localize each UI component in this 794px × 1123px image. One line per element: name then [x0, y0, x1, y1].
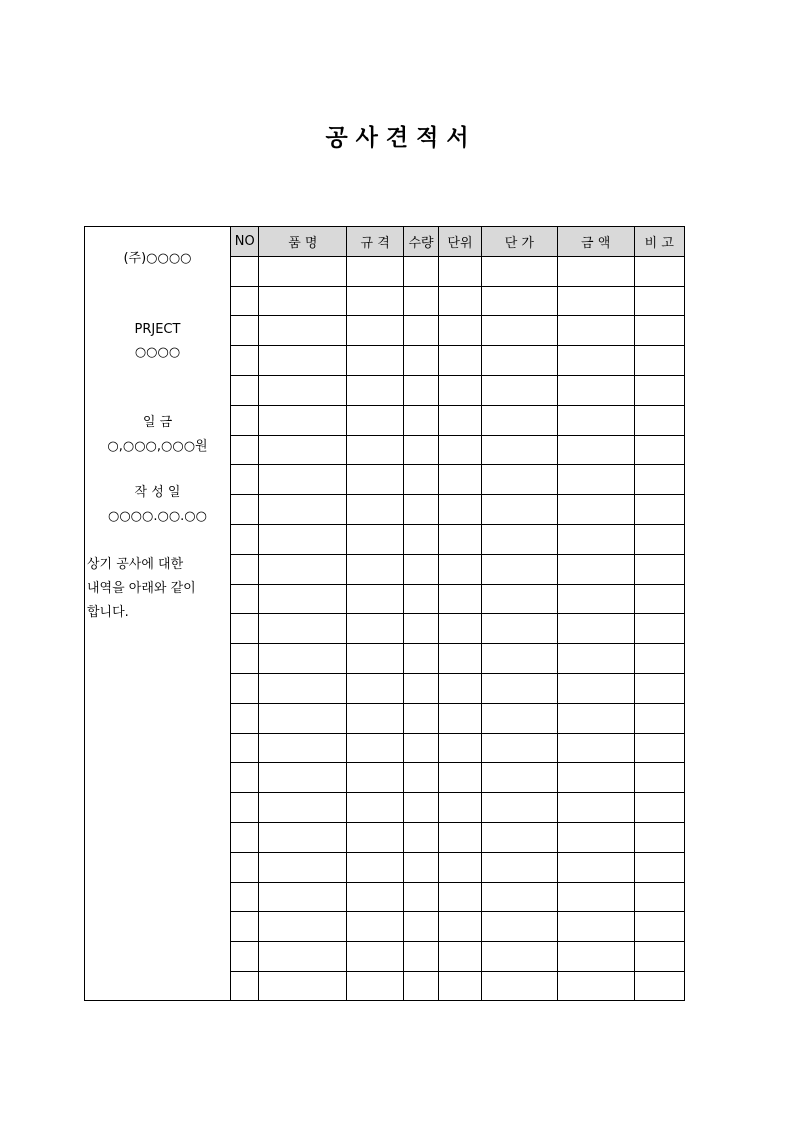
table-cell[interactable] [439, 822, 482, 852]
table-cell[interactable] [557, 971, 634, 1000]
table-cell[interactable] [231, 822, 259, 852]
table-cell[interactable] [231, 673, 259, 703]
header-spec: 규 격 [347, 227, 404, 256]
table-cell[interactable] [481, 554, 557, 584]
table-cell[interactable] [404, 584, 439, 614]
table-cell[interactable] [557, 822, 634, 852]
table-cell[interactable] [404, 644, 439, 674]
project-name: ○○○○ [134, 345, 181, 360]
table-row [231, 256, 684, 286]
table-cell[interactable] [347, 375, 404, 405]
table-cell[interactable] [439, 942, 482, 972]
table-cell[interactable] [259, 465, 347, 495]
table-cell[interactable] [439, 346, 482, 376]
estimate-sheet [84, 226, 685, 1001]
header-amount: 금 액 [557, 227, 634, 256]
table-cell[interactable] [347, 435, 404, 465]
estimate-items-table [231, 227, 684, 1001]
table-cell[interactable] [259, 614, 347, 644]
table-cell[interactable] [557, 375, 634, 405]
table-cell[interactable] [404, 822, 439, 852]
table-cell[interactable] [634, 554, 684, 584]
header-remarks: 비 고 [634, 227, 684, 256]
table-cell[interactable] [634, 822, 684, 852]
table-cell[interactable] [634, 673, 684, 703]
table-cell[interactable] [347, 822, 404, 852]
header-quantity: 수량 [404, 227, 439, 256]
table-cell[interactable] [404, 405, 439, 435]
table-cell[interactable] [231, 882, 259, 912]
table-cell[interactable] [557, 852, 634, 882]
table-cell[interactable] [557, 584, 634, 614]
table-cell[interactable] [347, 584, 404, 614]
estimate-note: 상기 공사에 대한 내역을 아래와 같이 합니다. [87, 557, 196, 620]
table-cell[interactable] [557, 256, 634, 286]
table-cell[interactable] [231, 524, 259, 554]
table-cell[interactable] [481, 435, 557, 465]
table-cell[interactable] [439, 644, 482, 674]
table-cell[interactable] [634, 435, 684, 465]
table-cell[interactable] [347, 316, 404, 346]
table-cell[interactable] [634, 316, 684, 346]
table-cell[interactable] [404, 942, 439, 972]
table-cell[interactable] [259, 673, 347, 703]
table-cell[interactable] [481, 793, 557, 823]
table-row [231, 703, 684, 733]
table-row [231, 882, 684, 912]
amount-value: ○,○○○,○○○원 [107, 439, 208, 454]
table-cell[interactable] [557, 673, 634, 703]
table-cell[interactable] [481, 524, 557, 554]
table-cell[interactable] [231, 912, 259, 942]
table-cell[interactable] [404, 793, 439, 823]
table-cell[interactable] [634, 912, 684, 942]
table-cell[interactable] [231, 584, 259, 614]
table-cell[interactable] [347, 405, 404, 435]
table-cell[interactable] [347, 256, 404, 286]
table-cell[interactable] [557, 942, 634, 972]
table-row [231, 435, 684, 465]
table-cell[interactable] [347, 673, 404, 703]
table-cell[interactable] [404, 286, 439, 316]
header-item-name: 품 명 [259, 227, 347, 256]
table-cell[interactable] [481, 316, 557, 346]
table-cell[interactable] [259, 435, 347, 465]
table-cell[interactable] [634, 524, 684, 554]
table-cell[interactable] [439, 465, 482, 495]
table-row [231, 465, 684, 495]
table-cell[interactable] [404, 733, 439, 763]
table-cell[interactable] [347, 733, 404, 763]
header-unit: 단위 [439, 227, 482, 256]
table-cell[interactable] [557, 405, 634, 435]
table-cell[interactable] [259, 793, 347, 823]
table-row [231, 524, 684, 554]
table-cell[interactable] [347, 286, 404, 316]
table-cell[interactable] [557, 435, 634, 465]
table-cell[interactable] [634, 614, 684, 644]
table-cell[interactable] [259, 971, 347, 1000]
table-cell[interactable] [347, 614, 404, 644]
table-row [231, 822, 684, 852]
table-cell[interactable] [481, 912, 557, 942]
table-row [231, 971, 684, 1000]
table-row [231, 584, 684, 614]
table-cell[interactable] [347, 465, 404, 495]
table-cell[interactable] [231, 405, 259, 435]
table-cell[interactable] [634, 852, 684, 882]
table-cell[interactable] [557, 465, 634, 495]
table-row [231, 673, 684, 703]
table-cell[interactable] [439, 554, 482, 584]
table-cell[interactable] [231, 852, 259, 882]
table-cell[interactable] [481, 614, 557, 644]
table-cell[interactable] [439, 495, 482, 525]
table-cell[interactable] [347, 524, 404, 554]
table-row [231, 405, 684, 435]
table-cell[interactable] [557, 644, 634, 674]
table-cell[interactable] [404, 971, 439, 1000]
table-cell[interactable] [231, 703, 259, 733]
table-row [231, 346, 684, 376]
table-cell[interactable] [404, 256, 439, 286]
table-cell[interactable] [439, 405, 482, 435]
table-cell[interactable] [347, 554, 404, 584]
table-cell[interactable] [231, 465, 259, 495]
table-cell[interactable] [439, 852, 482, 882]
table-row [231, 614, 684, 644]
table-cell[interactable] [634, 942, 684, 972]
table-header-row [231, 227, 684, 256]
document-title: 공 사 견 적 서 [325, 124, 469, 151]
table-row [231, 793, 684, 823]
table-cell[interactable] [481, 286, 557, 316]
table-cell[interactable] [259, 316, 347, 346]
company-name: (주)○○○○ [123, 251, 192, 266]
table-row [231, 912, 684, 942]
table-cell[interactable] [404, 554, 439, 584]
table-cell[interactable] [481, 375, 557, 405]
table-cell[interactable] [259, 882, 347, 912]
table-cell[interactable] [404, 375, 439, 405]
table-cell[interactable] [634, 286, 684, 316]
table-row [231, 375, 684, 405]
table-cell[interactable] [481, 256, 557, 286]
table-cell[interactable] [634, 584, 684, 614]
table-cell[interactable] [404, 673, 439, 703]
table-cell[interactable] [259, 912, 347, 942]
table-cell[interactable] [481, 703, 557, 733]
table-cell[interactable] [439, 435, 482, 465]
table-row [231, 942, 684, 972]
table-cell[interactable] [439, 286, 482, 316]
table-cell[interactable] [404, 465, 439, 495]
table-cell[interactable] [259, 346, 347, 376]
table-cell[interactable] [439, 971, 482, 1000]
table-cell[interactable] [231, 644, 259, 674]
table-row [231, 852, 684, 882]
table-cell[interactable] [557, 733, 634, 763]
table-cell[interactable] [481, 644, 557, 674]
table-cell[interactable] [404, 614, 439, 644]
table-cell[interactable] [439, 584, 482, 614]
table-cell[interactable] [259, 852, 347, 882]
table-cell[interactable] [481, 733, 557, 763]
table-row [231, 316, 684, 346]
table-cell[interactable] [439, 673, 482, 703]
table-cell[interactable] [347, 882, 404, 912]
table-cell[interactable] [481, 346, 557, 376]
table-cell[interactable] [347, 703, 404, 733]
project-label: PRJECT [134, 322, 181, 337]
table-cell[interactable] [347, 495, 404, 525]
table-cell[interactable] [231, 793, 259, 823]
table-cell[interactable] [404, 346, 439, 376]
table-cell[interactable] [439, 912, 482, 942]
table-cell[interactable] [634, 346, 684, 376]
table-cell[interactable] [231, 316, 259, 346]
table-cell[interactable] [347, 346, 404, 376]
table-cell[interactable] [404, 316, 439, 346]
table-cell[interactable] [439, 793, 482, 823]
table-cell[interactable] [557, 912, 634, 942]
date-label: 작 성 일 [134, 485, 181, 500]
table-cell[interactable] [481, 942, 557, 972]
table-cell[interactable] [634, 405, 684, 435]
table-cell[interactable] [259, 495, 347, 525]
table-cell[interactable] [259, 524, 347, 554]
amount-label: 일 금 [142, 415, 173, 430]
table-cell[interactable] [259, 584, 347, 614]
table-cell[interactable] [404, 882, 439, 912]
table-cell[interactable] [557, 614, 634, 644]
table-cell[interactable] [404, 524, 439, 554]
table-cell[interactable] [557, 703, 634, 733]
table-cell[interactable] [634, 793, 684, 823]
table-cell[interactable] [259, 822, 347, 852]
table-cell[interactable] [231, 971, 259, 1000]
table-cell[interactable] [259, 644, 347, 674]
table-cell[interactable] [634, 256, 684, 286]
table-cell[interactable] [404, 703, 439, 733]
table-cell[interactable] [634, 733, 684, 763]
table-cell[interactable] [439, 733, 482, 763]
table-cell[interactable] [634, 644, 684, 674]
table-cell[interactable] [481, 822, 557, 852]
table-cell[interactable] [231, 942, 259, 972]
table-cell[interactable] [439, 882, 482, 912]
table-row [231, 763, 684, 793]
estimate-summary-panel [85, 227, 231, 1000]
table-cell[interactable] [481, 673, 557, 703]
table-cell[interactable] [259, 763, 347, 793]
table-cell[interactable] [347, 793, 404, 823]
table-cell[interactable] [634, 971, 684, 1000]
table-cell[interactable] [231, 435, 259, 465]
date-value: ○○○○.○○.○○ [107, 509, 207, 524]
table-cell[interactable] [231, 554, 259, 584]
table-cell[interactable] [404, 435, 439, 465]
table-cell[interactable] [557, 286, 634, 316]
table-body [231, 256, 684, 1000]
table-cell[interactable] [481, 495, 557, 525]
table-cell[interactable] [481, 882, 557, 912]
table-cell[interactable] [439, 375, 482, 405]
table-cell[interactable] [439, 614, 482, 644]
table-cell[interactable] [231, 256, 259, 286]
table-cell[interactable] [347, 912, 404, 942]
table-cell[interactable] [347, 971, 404, 1000]
table-cell[interactable] [634, 465, 684, 495]
table-cell[interactable] [557, 524, 634, 554]
table-cell[interactable] [231, 495, 259, 525]
table-cell[interactable] [557, 346, 634, 376]
table-cell[interactable] [231, 614, 259, 644]
table-cell[interactable] [231, 763, 259, 793]
table-cell[interactable] [259, 286, 347, 316]
table-cell[interactable] [259, 942, 347, 972]
table-row [231, 286, 684, 316]
table-cell[interactable] [634, 882, 684, 912]
table-cell[interactable] [557, 763, 634, 793]
table-cell[interactable] [439, 703, 482, 733]
table-cell[interactable] [634, 495, 684, 525]
header-unit-price: 단 가 [481, 227, 557, 256]
table-row [231, 495, 684, 525]
table-cell[interactable] [481, 465, 557, 495]
table-cell[interactable] [557, 882, 634, 912]
table-cell[interactable] [481, 584, 557, 614]
table-cell[interactable] [481, 971, 557, 1000]
table-row [231, 733, 684, 763]
table-cell[interactable] [634, 375, 684, 405]
table-cell[interactable] [231, 286, 259, 316]
table-cell[interactable] [481, 852, 557, 882]
table-cell[interactable] [259, 554, 347, 584]
table-cell[interactable] [439, 763, 482, 793]
table-cell[interactable] [259, 405, 347, 435]
table-cell[interactable] [259, 256, 347, 286]
table-cell[interactable] [259, 375, 347, 405]
header-no: NO [231, 227, 259, 256]
table-cell[interactable] [259, 703, 347, 733]
table-row [231, 554, 684, 584]
table-row [231, 644, 684, 674]
table-cell[interactable] [557, 554, 634, 584]
table-cell[interactable] [481, 405, 557, 435]
table-cell[interactable] [634, 703, 684, 733]
table-cell[interactable] [404, 495, 439, 525]
table-cell[interactable] [231, 375, 259, 405]
table-cell[interactable] [439, 316, 482, 346]
table-cell[interactable] [439, 524, 482, 554]
table-cell[interactable] [404, 852, 439, 882]
table-cell[interactable] [557, 316, 634, 346]
table-cell[interactable] [634, 763, 684, 793]
table-cell[interactable] [557, 793, 634, 823]
table-cell[interactable] [404, 763, 439, 793]
table-cell[interactable] [557, 495, 634, 525]
table-cell[interactable] [404, 912, 439, 942]
table-cell[interactable] [347, 644, 404, 674]
table-cell[interactable] [231, 733, 259, 763]
table-cell[interactable] [231, 346, 259, 376]
table-cell[interactable] [347, 763, 404, 793]
table-cell[interactable] [347, 852, 404, 882]
table-cell[interactable] [481, 763, 557, 793]
table-cell[interactable] [439, 256, 482, 286]
table-cell[interactable] [259, 733, 347, 763]
table-cell[interactable] [347, 942, 404, 972]
